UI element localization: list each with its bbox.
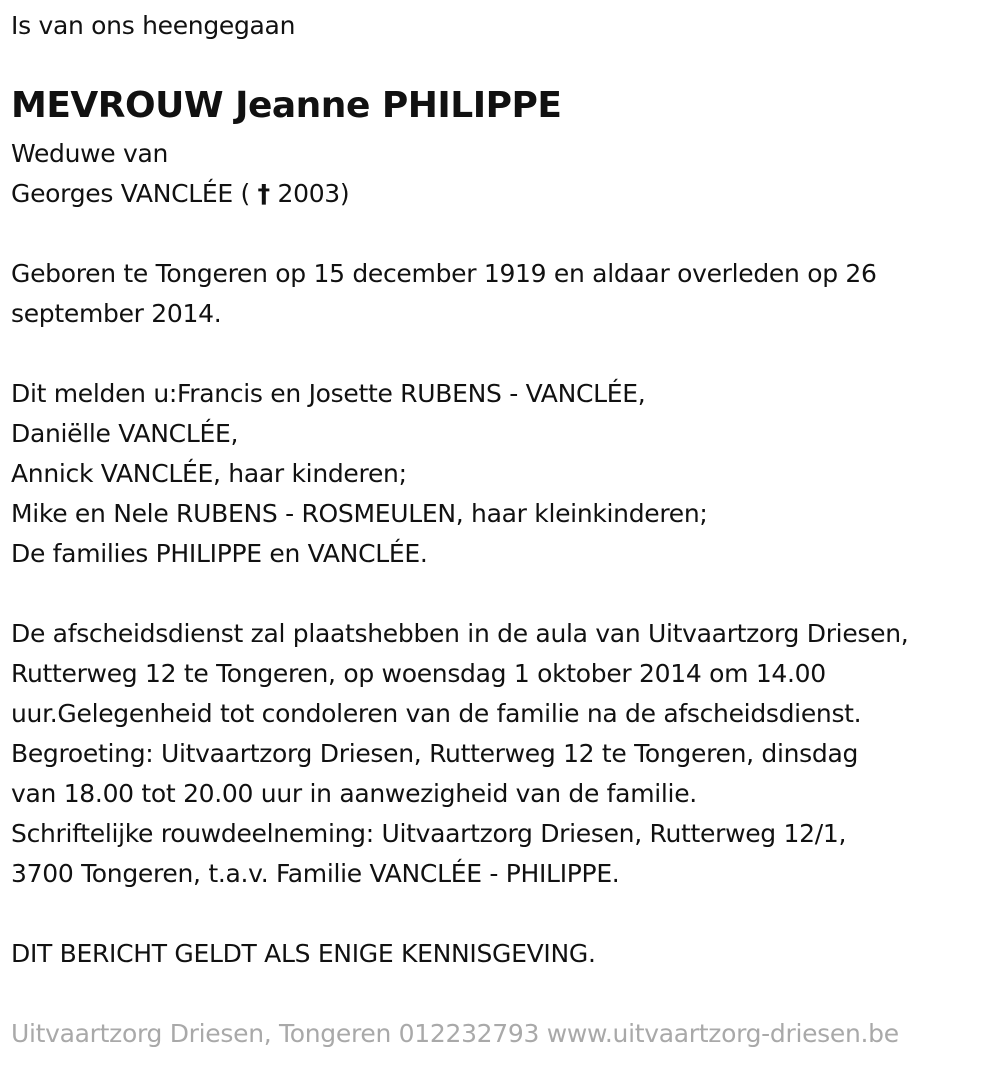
service-line: De afscheidsdienst zal plaatshebben in de aula van Uitvaartzorg Driesen, (11, 619, 909, 648)
spouse-line (11, 174, 349, 214)
family-line: Mike en Nele RUBENS - ROSMEULEN, haar kleinkinderen; (11, 499, 708, 528)
service-line: van 18.00 tot 20.00 uur in aanwezigheid van de familie. (11, 779, 697, 808)
cross-icon: † (257, 179, 270, 208)
service-line: Schriftelijke rouwdeelneming: Uitvaartzorg Driesen, Rutterweg 12/1, (11, 819, 847, 848)
spouse-death-year: 2003) (269, 179, 350, 208)
deceased-name: MEVROUW Jeanne PHILIPPE (11, 85, 562, 126)
birth-line: september 2014. (11, 299, 222, 328)
service-line: Begroeting: Uitvaartzorg Driesen, Rutterweg 12 te Tongeren, dinsdag (11, 739, 859, 768)
family-line: Annick VANCLÉE, haar kinderen; (11, 459, 407, 488)
family-section (11, 374, 708, 574)
family-line: De families PHILIPPE en VANCLÉE. (11, 539, 428, 568)
notice-text: DIT BERICHT GELDT ALS ENIGE KENNISGEVING. (11, 939, 596, 968)
family-line: Dit melden u:Francis en Josette RUBENS - VANCLÉE, (11, 379, 646, 408)
service-line: uur.Gelegenheid tot condoleren van de familie na de afscheidsdienst. (11, 699, 862, 728)
birth-line: Geboren te Tongeren op 15 december 1919 en aldaar overleden op 26 (11, 259, 877, 288)
service-section (11, 614, 908, 894)
widow-label: Weduwe van (11, 139, 169, 168)
family-line: Daniëlle VANCLÉE, (11, 419, 239, 448)
widow-section (11, 134, 349, 214)
birth-death-section (11, 254, 877, 334)
spouse-name: Georges VANCLÉE ( (11, 179, 258, 208)
intro-text: Is van ons heengegaan (11, 11, 296, 40)
service-line: Rutterweg 12 te Tongeren, op woensdag 1 oktober 2014 om 14.00 (11, 659, 826, 688)
service-line: 3700 Tongeren, t.a.v. Familie VANCLÉE - PHILIPPE. (11, 859, 620, 888)
funeral-home-footer: Uitvaartzorg Driesen, Tongeren 012232793 www.uitvaartzorg-driesen.be (11, 1019, 899, 1048)
